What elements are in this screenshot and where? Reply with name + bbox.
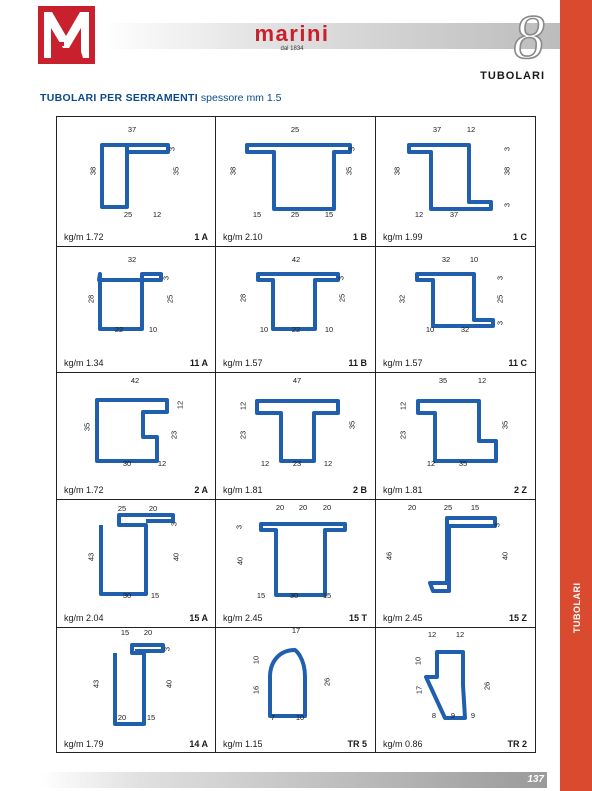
dimension-label: 37 xyxy=(127,125,137,134)
profile-weight: kg/m 2.45 xyxy=(223,613,263,623)
dimension-label: 20 xyxy=(148,504,158,513)
dimension-label: 37 xyxy=(449,210,459,219)
profile-drawing xyxy=(375,246,535,354)
profile-cell xyxy=(215,246,375,372)
dimension-label: 23 xyxy=(292,459,302,468)
profile-drawing xyxy=(215,246,375,354)
dimension-label: 3 xyxy=(234,524,244,530)
dimension-label: 12 xyxy=(455,630,465,639)
profile-drawing xyxy=(375,499,535,609)
profile-code: 2 A xyxy=(194,485,208,495)
dimension-label: 9 xyxy=(470,711,476,720)
dimension-label: 12 xyxy=(238,401,248,411)
profile-cell xyxy=(56,116,216,246)
dimension-label: 8 xyxy=(431,711,437,720)
dimension-label: 26 xyxy=(482,681,492,691)
profile-drawing xyxy=(375,372,535,481)
profile-code: 15 A xyxy=(189,613,208,623)
profile-section-shape xyxy=(102,145,168,207)
profile-drawing xyxy=(56,116,216,228)
profile-section-shape xyxy=(417,274,493,326)
profile-section-shape xyxy=(409,145,491,209)
profile-weight: kg/m 1.81 xyxy=(223,485,263,495)
dimension-label: 22 xyxy=(114,325,124,334)
dimension-label: 23 xyxy=(398,430,408,440)
dimension-label: 10 xyxy=(259,325,269,334)
dimension-label: 25 xyxy=(290,210,300,219)
profile-cell xyxy=(56,372,216,499)
profile-cell xyxy=(375,116,535,246)
dimension-label: 35 xyxy=(438,376,448,385)
profile-cell xyxy=(56,246,216,372)
profile-drawing xyxy=(56,627,216,735)
dimension-label: 28 xyxy=(238,293,248,303)
dimension-label: 30 xyxy=(122,591,132,600)
dimension-label: 12 xyxy=(175,400,185,410)
dimension-label: 30 xyxy=(289,591,299,600)
dimension-label: 25 xyxy=(443,503,453,512)
profile-cell xyxy=(215,372,375,499)
profile-section-shape xyxy=(101,515,173,594)
dimension-label: 25 xyxy=(290,125,300,134)
dimension-label: 15 xyxy=(150,591,160,600)
dimension-label: 15 xyxy=(252,210,262,219)
dimension-label: 42 xyxy=(130,376,140,385)
dimension-label: 17 xyxy=(414,685,424,695)
profile-cell xyxy=(375,372,535,499)
svg-text:TUBOLARI: TUBOLARI xyxy=(572,582,582,633)
dimension-label: 43 xyxy=(91,679,101,689)
dimension-label: 3 xyxy=(502,146,512,152)
dimension-label: 46 xyxy=(384,551,394,561)
dimension-label: 38 xyxy=(88,166,98,176)
profile-code: 1 C xyxy=(512,232,527,242)
profile-code: 2 Z xyxy=(513,485,527,495)
profile-weight: kg/m 1.34 xyxy=(64,358,104,368)
profile-section-shape xyxy=(97,400,167,461)
profile-weight: kg/m 0.86 xyxy=(383,739,423,749)
brand-name: marini xyxy=(254,21,330,46)
dimension-label: 20 xyxy=(117,713,127,722)
profile-cell xyxy=(215,627,375,753)
dimension-label: 40 xyxy=(164,679,174,689)
dimension-label: 12 xyxy=(323,459,333,468)
dimension-label: 25 xyxy=(337,293,347,303)
profile-code: 11 B xyxy=(348,358,367,368)
chapter-number xyxy=(503,8,555,64)
profile-section-shape xyxy=(258,274,338,329)
profile-drawing xyxy=(215,372,375,481)
profile-drawing xyxy=(56,499,216,609)
dimension-label: 3 xyxy=(495,275,505,281)
profile-code: 11 A xyxy=(189,358,208,368)
dimension-label: 25 xyxy=(117,504,127,513)
dimension-label: 9 xyxy=(450,711,456,720)
dimension-label: 20 xyxy=(322,503,332,512)
dimension-label: 12 xyxy=(260,459,270,468)
profile-code: 1 A xyxy=(194,232,208,242)
brand-since: dal 1834 xyxy=(280,46,304,52)
profile-cell xyxy=(56,499,216,627)
dimension-label: 20 xyxy=(275,503,285,512)
dimension-label: 3 xyxy=(161,275,171,281)
dimension-label: 3 xyxy=(169,521,179,527)
dimension-label: 37 xyxy=(432,125,442,134)
profile-cell xyxy=(375,499,535,627)
dimension-label: 35 xyxy=(171,166,181,176)
dimension-label: 10 xyxy=(413,656,423,666)
dimension-label: 3 xyxy=(492,522,502,528)
profile-weight: kg/m 2.04 xyxy=(64,613,104,623)
dimension-label: 12 xyxy=(414,210,424,219)
dimension-label: 20 xyxy=(298,503,308,512)
dimension-label: 10 xyxy=(469,255,479,264)
profile-weight: kg/m 1.57 xyxy=(223,358,263,368)
dimension-label: 25 xyxy=(165,294,175,304)
dimension-label: 38 xyxy=(228,166,238,176)
profile-drawing xyxy=(215,116,375,228)
dimension-label: 3 xyxy=(167,146,177,152)
dimension-label: 26 xyxy=(322,677,332,687)
profile-section-shape xyxy=(426,652,465,718)
dimension-label: 35 xyxy=(458,459,468,468)
subtitle-thickness: spessore mm 1.5 xyxy=(198,92,282,104)
dimension-label: 20 xyxy=(407,503,417,512)
profile-cell xyxy=(375,627,535,753)
dimension-label: 30 xyxy=(122,459,132,468)
profile-section-shape xyxy=(270,650,305,716)
dimension-label: 12 xyxy=(477,376,487,385)
dimension-label: 10 xyxy=(148,325,158,334)
dimension-label: 43 xyxy=(86,552,96,562)
dimension-label: 3 xyxy=(502,202,512,208)
dimension-label: 3 xyxy=(336,275,346,281)
svg-text:8: 8 xyxy=(513,8,545,64)
dimension-label: 28 xyxy=(86,294,96,304)
profile-section-shape xyxy=(99,274,161,329)
profile-section-shape xyxy=(430,518,495,591)
profile-drawing xyxy=(215,627,375,735)
profile-weight: kg/m 1.72 xyxy=(64,232,104,242)
section-subtitle xyxy=(40,92,281,104)
dimension-label: 38 xyxy=(502,166,512,176)
dimension-label: 35 xyxy=(82,422,92,432)
profile-cell xyxy=(56,627,216,753)
profile-weight: kg/m 2.10 xyxy=(223,232,263,242)
profile-weight: kg/m 1.57 xyxy=(383,358,423,368)
dimension-label: 15 xyxy=(146,713,156,722)
dimension-label: 17 xyxy=(291,627,301,635)
profile-code: 2 B xyxy=(352,485,367,495)
dimension-label: 38 xyxy=(392,166,402,176)
profile-drawing xyxy=(215,499,375,609)
dimension-label: 15 xyxy=(324,210,334,219)
dimension-label: 15 xyxy=(470,503,480,512)
dimension-label: 12 xyxy=(426,459,436,468)
profile-drawing xyxy=(375,116,535,228)
side-tab xyxy=(560,0,592,791)
profile-weight: kg/m 1.72 xyxy=(64,485,104,495)
dimension-label: 32 xyxy=(127,255,137,264)
profile-drawing xyxy=(56,372,216,481)
dimension-label: 23 xyxy=(169,430,179,440)
profile-cell xyxy=(375,246,535,372)
profile-weight: kg/m 1.79 xyxy=(64,739,104,749)
dimension-label: 3 xyxy=(495,320,505,326)
dimension-label: 12 xyxy=(157,459,167,468)
dimension-label: 10 xyxy=(425,325,435,334)
dimension-label: 3 xyxy=(347,146,357,152)
dimension-label: 25 xyxy=(495,294,505,304)
dimension-label: 40 xyxy=(171,552,181,562)
profile-section-shape xyxy=(247,145,350,209)
dimension-label: 16 xyxy=(251,685,261,695)
dimension-label: 40 xyxy=(235,556,245,566)
profile-weight: kg/m 2.45 xyxy=(383,613,423,623)
profile-code: TR 5 xyxy=(347,739,367,749)
dimension-label: 32 xyxy=(460,325,470,334)
dimension-label: 15 xyxy=(322,591,332,600)
dimension-label: 20 xyxy=(143,628,153,637)
dimension-label: 12 xyxy=(152,210,162,219)
dimension-label: 12 xyxy=(398,401,408,411)
dimension-label: 12 xyxy=(427,630,437,639)
profile-drawing xyxy=(375,627,535,735)
profile-code: 15 T xyxy=(348,613,367,623)
profile-code: 15 Z xyxy=(508,613,527,623)
footer-bar xyxy=(40,772,547,788)
dimension-label: 25 xyxy=(123,210,133,219)
profile-section-shape xyxy=(418,401,496,461)
dimension-label: 15 xyxy=(120,628,130,637)
profile-code: 14 A xyxy=(189,739,208,749)
dimension-label: 3 xyxy=(162,646,172,652)
profile-weight: kg/m 1.81 xyxy=(383,485,423,495)
subtitle-main: TUBOLARI PER SERRAMENTI xyxy=(40,92,198,104)
profile-code: 1 B xyxy=(352,232,367,242)
dimension-label: 32 xyxy=(441,255,451,264)
dimension-label: 15 xyxy=(256,591,266,600)
dimension-label: 40 xyxy=(500,551,510,561)
profile-section-shape xyxy=(261,524,345,595)
dimension-label: 10 xyxy=(295,713,305,722)
profile-code: TR 2 xyxy=(507,739,527,749)
dimension-label: 10 xyxy=(251,655,261,665)
dimension-label: 22 xyxy=(291,325,301,334)
dimension-label: 10 xyxy=(324,325,334,334)
dimension-label: 35 xyxy=(344,166,354,176)
profile-cell xyxy=(215,499,375,627)
dimension-label: 35 xyxy=(500,420,510,430)
company-logo xyxy=(38,6,95,64)
profile-code: 11 C xyxy=(508,358,527,368)
dimension-label: 47 xyxy=(292,376,302,385)
section-title: TUBOLARI xyxy=(480,70,545,82)
dimension-label: 12 xyxy=(466,125,476,134)
dimension-label: 23 xyxy=(238,430,248,440)
side-tab-label xyxy=(570,575,584,635)
profile-cell xyxy=(215,116,375,246)
dimension-label: 42 xyxy=(291,255,301,264)
dimension-label: 35 xyxy=(347,420,357,430)
profile-weight: kg/m 1.99 xyxy=(383,232,423,242)
profile-section-shape xyxy=(257,401,338,461)
dimension-label: 32 xyxy=(397,294,407,304)
page-number: 137 xyxy=(527,774,544,785)
profile-weight: kg/m 1.15 xyxy=(223,739,263,749)
profile-drawing xyxy=(56,246,216,354)
dimension-label: 7 xyxy=(270,713,276,722)
